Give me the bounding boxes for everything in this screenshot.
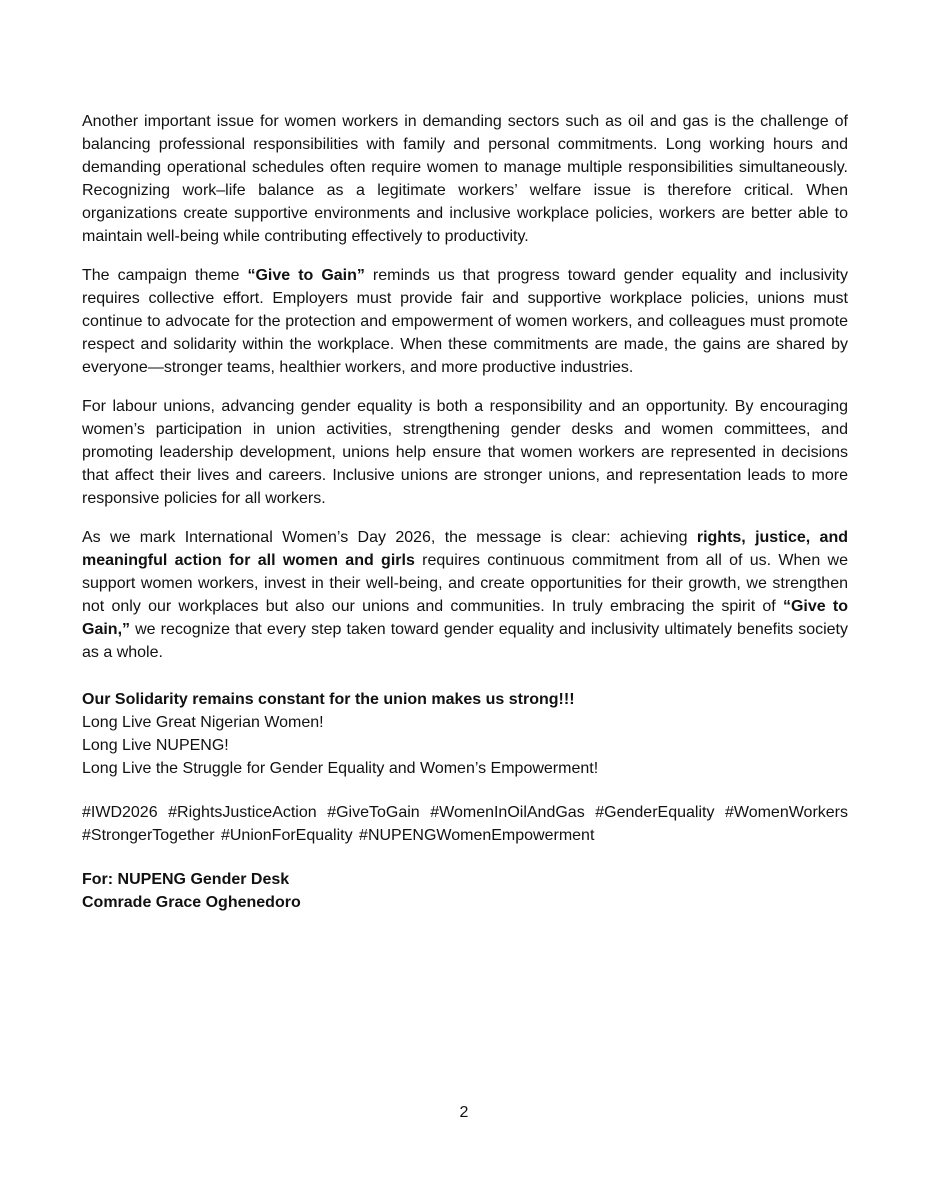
paragraph-text: requires continuous commitment from all of us. When we support women workers, invest in their well-being, and create opportunities for their growth, we strengthen not only our workplaces but also our unions and communities. In truly embracing the spirit of	[82, 552, 848, 615]
signature-block	[82, 868, 848, 914]
paragraph-text: For labour unions, advancing gender equality is both a responsibility and an opportunity. By encouraging women’s participation in union activities, strengthening gender desks and women committees, and promoting leadership development, unions help ensure that women workers are represented in decisions that affect their lives and careers. Inclusive unions are stronger unions, and representation leads to more responsive policies for all workers.	[82, 398, 848, 507]
rights-justice-emphasis: rights, justice, and meaningful action for all women and girls	[82, 529, 849, 569]
paragraph-text: As we mark International Women’s Day 2026, the message is clear: achieving	[82, 529, 697, 546]
paragraph-text: Another important issue for women workers in demanding sectors such as oil and gas is the challenge of balancing professional responsibilities with family and personal commitments. Long working hours and demanding operational schedules often require women to manage multiple responsibilities simultaneously. Recognizing work–life balance as a legitimate workers’ welfare issue is therefore critical. When organizations create supportive environments and inclusive workplace policies, workers are better able to maintain well-being while contributing effectively to productivity.	[82, 113, 848, 245]
paragraph-text: The campaign theme	[82, 267, 248, 284]
paragraph-labour-unions	[82, 395, 848, 510]
paragraph-campaign-theme	[82, 264, 848, 379]
campaign-theme-emphasis: “Give to Gain”	[247, 267, 365, 284]
give-to-gain-emphasis: “Give to Gain,”	[82, 598, 849, 638]
solidarity-line: Our Solidarity remains constant for the union makes us strong!!!	[82, 691, 575, 708]
hashtags: #IWD2026 #RightsJusticeAction #GiveToGain #WomenInOilAndGas #GenderEquality #WomenWorkers #StrongerTogether #UnionForEquality #NUPENGWomenEmpowerment	[82, 804, 848, 844]
page-number: 2	[459, 1104, 469, 1121]
signature-for-line: For: NUPENG Gender Desk	[82, 871, 290, 888]
paragraph-text: we recognize that every step taken toward gender equality and inclusivity ultimately benefits society as a whole.	[82, 621, 848, 661]
paragraph-iwd-2026	[82, 526, 848, 664]
document-page	[82, 110, 848, 914]
closing-slogans	[82, 688, 848, 780]
paragraph-work-life-balance	[82, 110, 848, 248]
signature-name: Comrade Grace Oghenedoro	[82, 894, 301, 911]
slogan-line-women: Long Live Great Nigerian Women!	[82, 714, 324, 731]
slogan-line-struggle: Long Live the Struggle for Gender Equality and Women’s Empowerment!	[82, 760, 599, 777]
paragraph-text: reminds us that progress toward gender equality and inclusivity requires collective effort. Employers must provide fair and supportive workplace policies, unions must continue to advocate for the protection and empowerment of women workers, and colleagues must promote respect and solidarity within the workplace. When these commitments are made, the gains are shared by everyone—stronger teams, healthier workers, and more productive industries.	[82, 267, 848, 376]
slogan-line-nupeng: Long Live NUPENG!	[82, 737, 229, 754]
